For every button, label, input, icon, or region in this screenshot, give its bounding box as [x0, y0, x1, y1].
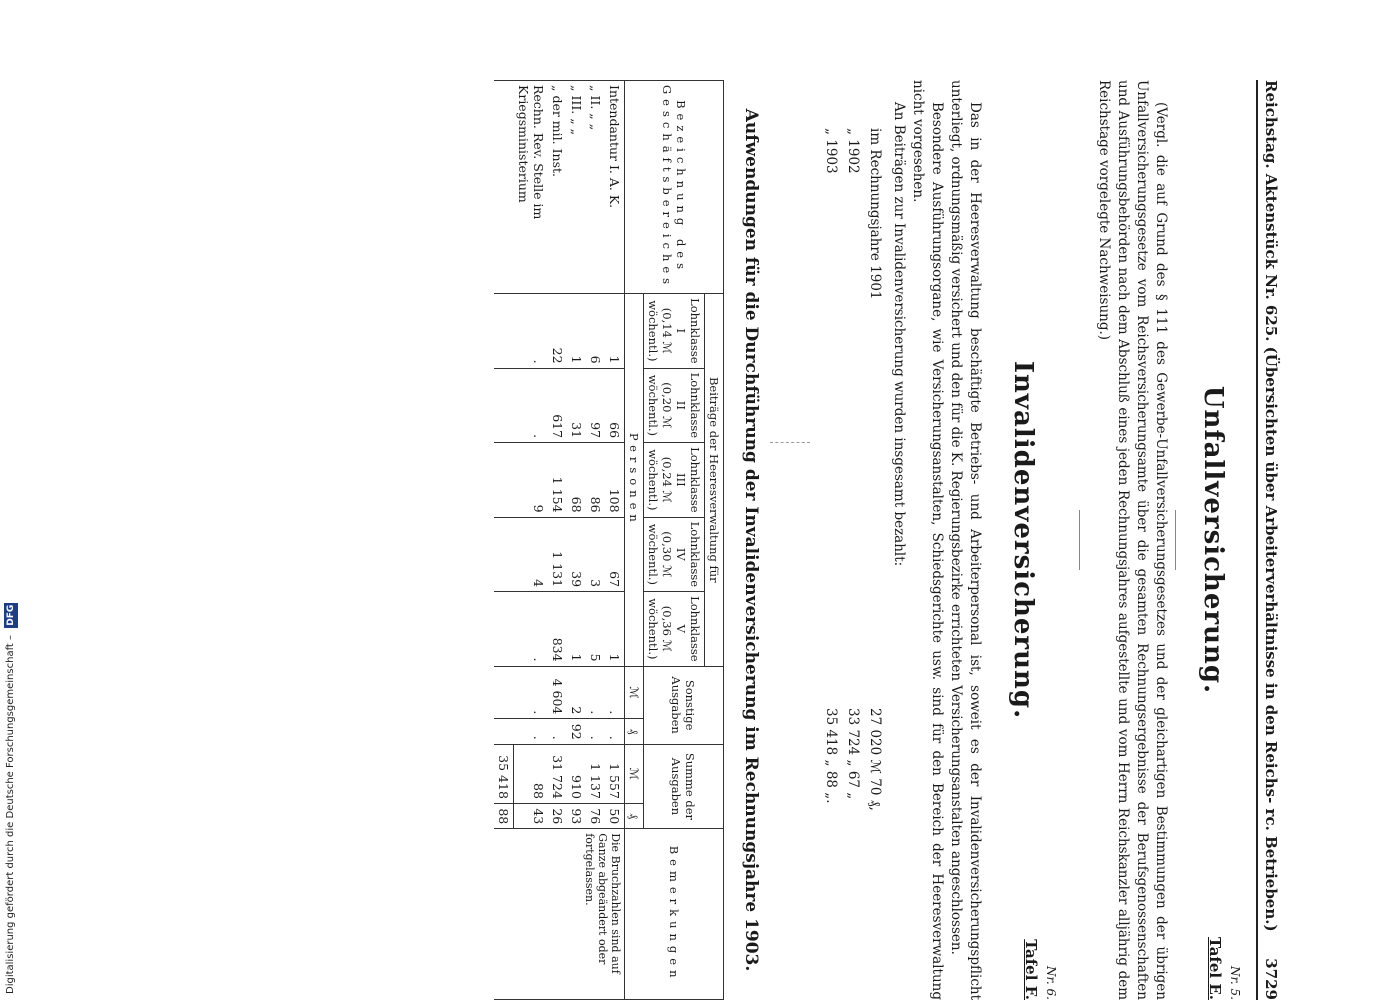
row-designation: Intendantur I. A. K. — [605, 81, 625, 294]
cell-lohnklasse-3: 108 — [605, 443, 625, 518]
table-title: Aufwendungen für die Durchführung der Invalidenversicherung im Rechnungsjahre 1903. — [741, 108, 761, 972]
cell-lohnklasse-4: 39 — [567, 517, 586, 592]
cell-lohnklasse-2: 31 — [567, 368, 586, 443]
sum-expenses-header: Summe der Ausgaben — [644, 744, 724, 829]
cell-lohnklasse-1: 1 — [567, 294, 586, 369]
cell-lohnklasse-1: 1 — [605, 294, 625, 369]
lohnklasse-header: Lohnklasse V (0,36 ℳ wöchentl.) — [644, 592, 705, 667]
cell-sum-pf: 93 — [567, 803, 586, 828]
cell-other-mark: . — [586, 666, 605, 719]
payment-label: „ 1902 — [845, 128, 861, 174]
remarks-header: Bemerkungen — [625, 829, 724, 1000]
cell-lohnklasse-1: 6 — [586, 294, 605, 369]
section-f-tafel: Tafel F. — [1022, 939, 1040, 1000]
watermark-text: Digitalisierung gefördert durch die Deutsche Forschungsgemeinschaft – — [5, 634, 16, 994]
header-title: Reichstag. Aktenstück Nr. 625. (Übersichten über Arbeiterverhältnisse in den Reichs- rc. Betrieben.) — [1262, 80, 1280, 932]
expenditure-table — [495, 80, 725, 1000]
cell-other-pf: . — [514, 719, 548, 744]
contributions-group-header: Beiträge der Heeresverwaltung für — [705, 294, 724, 667]
mark-unit: ℳ — [625, 666, 644, 719]
cell-lohnklasse-3: 1 154 — [548, 443, 567, 518]
cell-lohnklasse-2: 66 — [605, 368, 625, 443]
section-f-paragraph-2: Besondere Ausführungsorgane, wie Versicherungsanstalten, Schiedsgerichte usw. sind für den Bereich der Heeresverwaltung nicht vorgesehen. — [910, 80, 945, 1000]
cell-other-pf: . — [548, 719, 567, 744]
payment-amount: 33 724 „ 67 „ — [845, 708, 861, 800]
cell-sum-mark: 31 724 — [548, 744, 567, 803]
section-e-tafel: Tafel E. — [1206, 936, 1224, 1000]
pfennig-unit: ₰ — [625, 803, 644, 828]
payment-label: im Rechnungsjahre 1901 — [867, 128, 883, 300]
cell-lohnklasse-2: 617 — [548, 368, 567, 443]
cell-lohnklasse-5: 834 — [548, 592, 567, 667]
cell-other-mark: 2 — [567, 666, 586, 719]
total-sum-pf: 88 — [495, 803, 515, 828]
section-e-text — [1094, 80, 1170, 1000]
lohnklasse-header: Lohnklasse I (0,14 ℳ wöchentl.) — [644, 294, 705, 369]
lohnklasse-header: Lohnklasse IV (0,30 ℳ wöchentl.) — [644, 517, 705, 592]
cell-lohnklasse-3: 68 — [567, 443, 586, 518]
cell-lohnklasse-5: 1 — [567, 592, 586, 667]
cell-sum-pf: 43 — [514, 803, 548, 828]
lohnklasse-header: Lohnklasse III (0,24 ℳ wöchentl.) — [644, 443, 705, 518]
section-f-text — [889, 80, 984, 1000]
cell-lohnklasse-4: 1 131 — [548, 517, 567, 592]
cell-sum-pf: 26 — [548, 803, 567, 828]
cell-other-pf: . — [605, 719, 625, 744]
total-sum-mark: 35 418 — [495, 744, 515, 803]
cell-other-mark: 4 604 — [548, 666, 567, 719]
lohnklasse-header: Lohnklasse II (0,20 ℳ wöchentl.) — [644, 368, 705, 443]
persons-subheader: Personen — [625, 294, 644, 667]
payment-label: „ 1903 — [823, 128, 839, 174]
pfennig-unit: ₰ — [625, 719, 644, 744]
cell-other-mark: . — [605, 666, 625, 719]
payment-amount: 27 020 ℳ 70 ₰, — [867, 708, 883, 811]
divider — [1175, 510, 1176, 570]
cell-lohnklasse-4: 67 — [605, 517, 625, 592]
section-f-number: Nr. 6. — [1044, 966, 1058, 1000]
cell-lohnklasse-3: 86 — [586, 443, 605, 518]
cell-sum-mark: 910 — [567, 744, 586, 803]
section-f-paragraph-1: Das in der Heeresverwaltung beschäftigte Betriebs- und Arbeiterpersonal ist, soweit es der Invalidenversicherungspflicht unterliegt, ordnungsmäßig versichert und den für die K. Regierungsbezirke errichteten Versicherungsanstalten angeschlossen. — [948, 80, 983, 1000]
cell-lohnklasse-4: 4 — [514, 517, 548, 592]
divider — [770, 442, 810, 443]
row-designation: „ III. „ „ — [567, 81, 586, 294]
cell-lohnklasse-2: . — [514, 368, 548, 443]
table-row — [605, 81, 625, 1000]
section-f-title: Invalidenversicherung. — [1008, 360, 1038, 720]
cell-other-mark: . — [514, 666, 548, 719]
divider — [1079, 510, 1080, 570]
running-header — [1256, 80, 1280, 1000]
cell-lohnklasse-4: 3 — [586, 517, 605, 592]
section-e-title: Unfallversicherung. — [1198, 385, 1228, 695]
document-page — [20, 80, 1280, 1000]
other-expenses-header: Sonstige Ausgaben — [644, 666, 724, 744]
row-designation: „ II. „ „ — [586, 81, 605, 294]
cell-sum-mark: 1 557 — [605, 744, 625, 803]
digitization-watermark — [2, 602, 20, 994]
cell-sum-pf: 50 — [605, 803, 625, 828]
cell-lohnklasse-5: 5 — [586, 592, 605, 667]
cell-other-pf: . — [586, 719, 605, 744]
cell-sum-pf: 76 — [586, 803, 605, 828]
cell-lohnklasse-1: 22 — [548, 294, 567, 369]
cell-other-pf: 92 — [567, 719, 586, 744]
section-e-paragraph: (Vergl. die auf Grund des § 111 des Gewerbe-Unfallversicherungsgesetzes und der gleichartigen Bestimmungen der übrigen Unfallversicherungsgesetze vom Reichsversicherungsamte über die gesamten Rechnungsergebnisse der Berufsgenossenschaften und Ausführungsbehörden nach dem Abschluß eines jeden Rechnungsjahres aufgestellte und vom Herrn Reichskanzler alljährig dem Reichstage vorgelegte Nachweisung.) — [1096, 80, 1169, 1000]
row-designation: „ der mil. Inst. — [548, 81, 567, 294]
mark-unit: ℳ — [625, 744, 644, 803]
section-e-number: Nr. 5. — [1228, 966, 1242, 1000]
cell-lohnklasse-5: . — [514, 592, 548, 667]
section-f-paragraph-3: An Beiträgen zur Invalidenversicherung wurden insgesamt bezahlt: — [891, 102, 907, 567]
remark-cell: Die Bruchzahlen sind auf Ganze abgeändert oder fortgelassen. — [495, 829, 625, 1000]
cell-lohnklasse-3: 9 — [514, 443, 548, 518]
cell-lohnklasse-5: 1 — [605, 592, 625, 667]
cell-lohnklasse-2: 97 — [586, 368, 605, 443]
cell-sum-mark: 88 — [514, 744, 548, 803]
cell-lohnklasse-1: . — [514, 294, 548, 369]
dfg-logo: DFG — [6, 604, 16, 626]
cell-sum-mark: 1 137 — [586, 744, 605, 803]
payment-amount: 35 418 „ 88 „. — [823, 708, 839, 804]
row-designation: Rechn. Rev. Stelle im Kriegsministerium — [514, 81, 548, 294]
designation-header: Bezeichnung des Geschäftsbereiches — [625, 81, 724, 294]
page-number: 3729 — [1262, 958, 1280, 1000]
